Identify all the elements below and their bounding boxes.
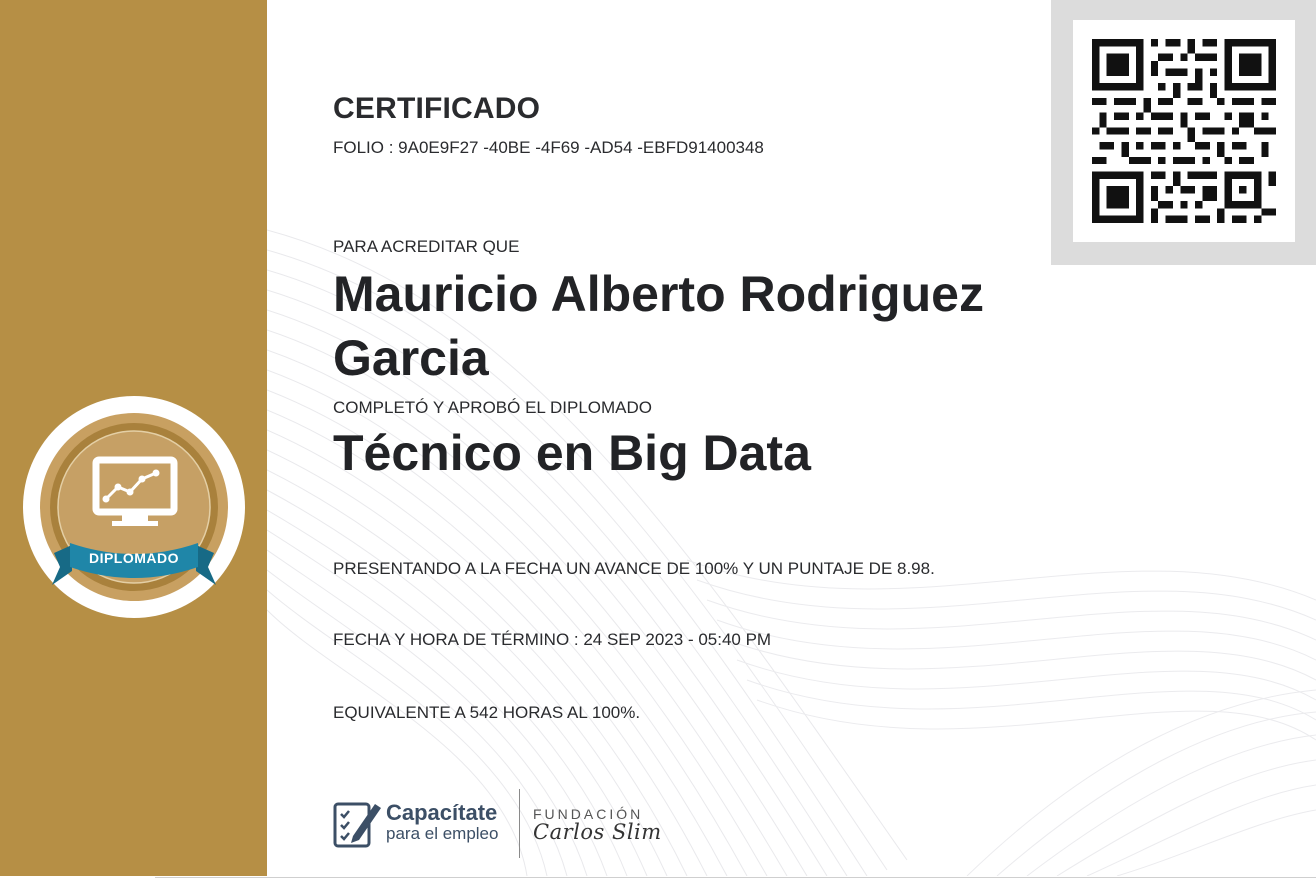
capacitate-logo-icon	[333, 798, 383, 848]
progress-statement: PRESENTANDO A LA FECHA UN AVANCE DE 100% Y UN PUNTAJE DE 8.98.	[333, 559, 935, 578]
badge-label: DIPLOMADO	[88, 550, 180, 566]
recipient-name: Mauricio Alberto Rodriguez Garcia	[333, 266, 984, 386]
recipient-intro: PARA ACREDITAR QUE	[333, 237, 520, 256]
bottom-rule	[155, 877, 1316, 878]
hours-equivalent: EQUIVALENTE A 542 HORAS AL 100%.	[333, 703, 641, 722]
course-intro: COMPLETÓ Y APROBÓ EL DIPLOMADO	[333, 398, 652, 417]
diplomado-badge	[22, 395, 246, 619]
certificate-title: CERTIFICADO	[333, 92, 541, 125]
capacitate-logo-name: Capacítate	[386, 800, 498, 825]
fundacion-name: Carlos Slim	[533, 820, 662, 844]
capacitate-logo-subtitle: para el empleo	[386, 824, 499, 843]
course-name: Técnico en Big Data	[333, 425, 811, 481]
fundacion-label: FUNDACIÓN	[533, 806, 644, 822]
qr-code[interactable]	[1073, 20, 1295, 242]
logo-divider	[519, 789, 520, 858]
completion-date: FECHA Y HORA DE TÉRMINO : 24 SEP 2023 - 05:40 PM	[333, 630, 772, 649]
qr-code-icon	[1092, 39, 1276, 223]
folio-number: FOLIO : 9A0E9F27 -40BE -4F69 -AD54 -EBFD91400348	[333, 138, 764, 157]
